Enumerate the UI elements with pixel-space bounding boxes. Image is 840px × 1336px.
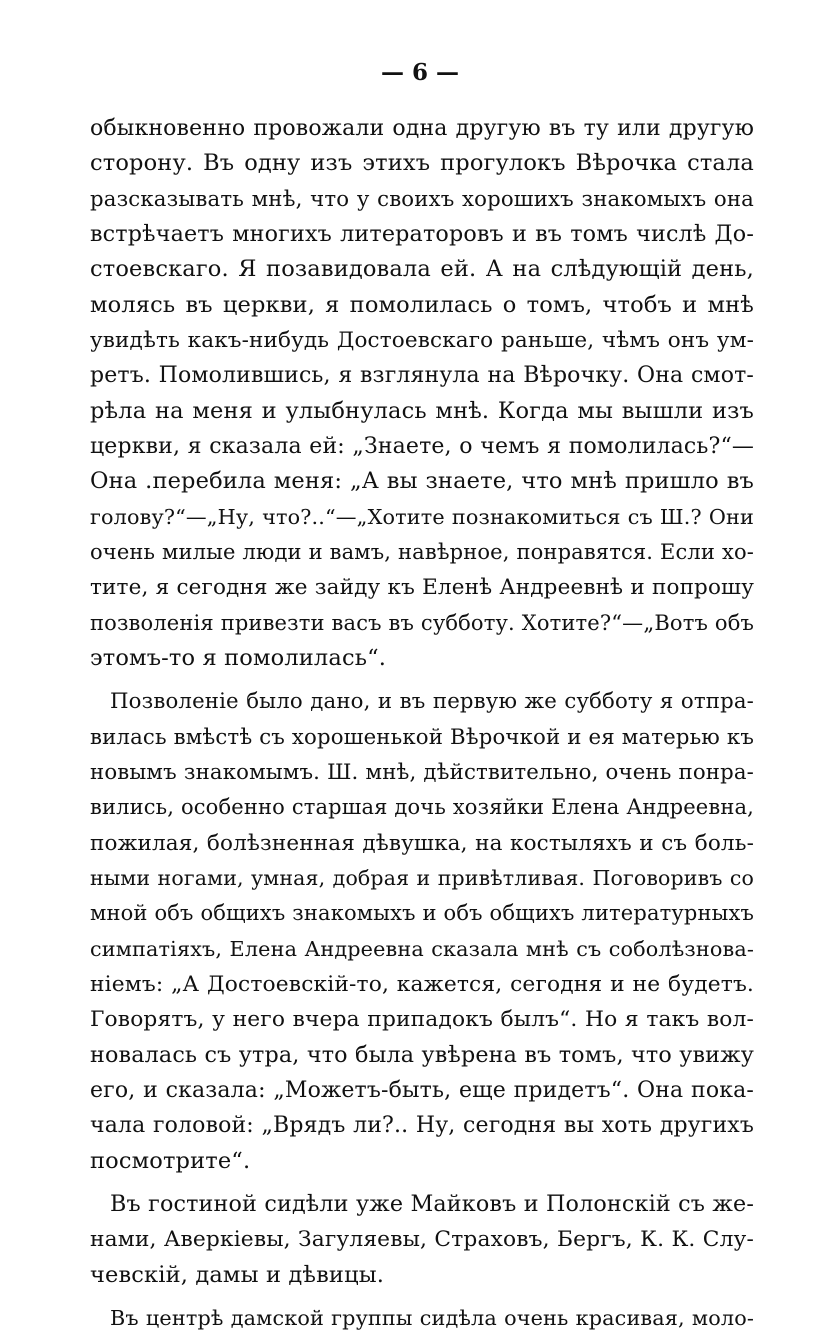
text-line: новалась съ утра, что была увѣрена въ томъ, что увижу [90, 1041, 754, 1068]
text-line: симпатіяхъ, Елена Андреевна сказала мнѣ съ соболѣзнова- [90, 936, 754, 961]
text-line: Позволеніе было дано, и въ первую же субботу я отпра- [110, 689, 754, 715]
text-line: рѣла на меня и улыбнулась мнѣ. Когда мы вышли изъ [90, 397, 754, 424]
paragraph-2 [90, 684, 754, 1179]
text-line: новымъ знакомымъ. Ш. мнѣ, дѣйствительно, очень понра- [90, 759, 754, 785]
text-line: этомъ-то я помолилась“. [90, 644, 387, 671]
paragraph-1 [90, 111, 754, 676]
paragraph-gap [90, 676, 754, 684]
text-line: голову?“—„Ну, что?..“—„Хотите познакомиться съ Ш.? Они [90, 504, 754, 529]
text-line: позволенія привезти васъ въ субботу. Хотите?“—„Вотъ объ [90, 610, 754, 635]
paragraph-3 [90, 1187, 754, 1293]
paragraph-4 [90, 1301, 754, 1336]
text-line: ніемъ: „А Достоевскій-то, кажется, сегодня и не будетъ. [90, 971, 754, 997]
text-line: Она .перебила меня: „А вы знаете, что мнѣ пришло въ [90, 468, 754, 495]
paragraph-gap [90, 1293, 754, 1301]
text-line: ретъ. Помолившись, я взглянула на Вѣрочку. Она смот- [90, 363, 754, 389]
text-line: нами, Аверкіевы, Загуляевы, Страховъ, Бергъ, К. К. Слу- [90, 1227, 754, 1253]
text-line: церкви, я сказала ей: „Знаете, о чемъ я помолилась?“— [90, 433, 754, 459]
text-line: стоевскаго. Я позавидовала ей. А на слѣдующій день, [90, 256, 754, 283]
text-line: вились, особенно старшая дочь хозяйки Елена Андреевна, [90, 795, 754, 820]
text-line: посмотрите“. [90, 1147, 251, 1174]
text-line: очень милые люди и вамъ, навѣрное, понравятся. Если хо- [90, 539, 754, 564]
text-line: пожилая, болѣзненная дѣвушка, на костыляхъ и съ боль- [90, 830, 754, 856]
page-number: — 6 — [380, 59, 460, 86]
text-line: встрѣчаетъ многихъ литераторовъ и въ томъ числѣ До- [90, 220, 754, 247]
paragraph-gap [90, 1179, 754, 1187]
text-line: вилась вмѣстѣ съ хорошенькой Вѣрочкой и ея матерью къ [90, 724, 754, 750]
text-line: молясь въ церкви, я помолилась о томъ, чтобъ и мнѣ [90, 291, 754, 318]
text-line: увидѣть какъ-нибудь Достоевскаго раньше, чѣмъ онъ ум- [90, 327, 754, 353]
text-line: тите, я сегодня же зайду къ Еленѣ Андреевнѣ и попрошу [90, 575, 754, 601]
text-line: его, и сказала: „Можетъ-быть, еще придетъ“. Она пока- [90, 1077, 754, 1103]
text-line: ными ногами, умная, добрая и привѣтливая. Поговоривъ со [90, 865, 754, 890]
text-line: разсказывать мнѣ, что у своихъ хорошихъ знакомыхъ она [90, 186, 754, 212]
text-line: чевскій, дамы и дѣвицы. [90, 1261, 385, 1288]
text-body [90, 111, 754, 1336]
text-line: чала головой: „Врядъ ли?.. Ну, сегодня вы хоть другихъ [90, 1113, 754, 1139]
text-line: Въ центрѣ дамской группы сидѣла очень красивая, моло- [110, 1305, 754, 1330]
text-line: обыкновенно провожали одна другую въ ту или другую [90, 116, 754, 141]
text-line: Въ гостиной сидѣли уже Майковъ и Полонскій съ же- [110, 1190, 754, 1217]
text-line: сторону. Въ одну изъ этихъ прогулокъ Вѣрочка стала [90, 150, 754, 177]
text-line: Говорятъ, у него вчера припадокъ былъ“. Но я такъ вол- [90, 1007, 754, 1033]
text-line: мной объ общихъ знакомыхъ и объ общихъ литературныхъ [90, 901, 754, 926]
